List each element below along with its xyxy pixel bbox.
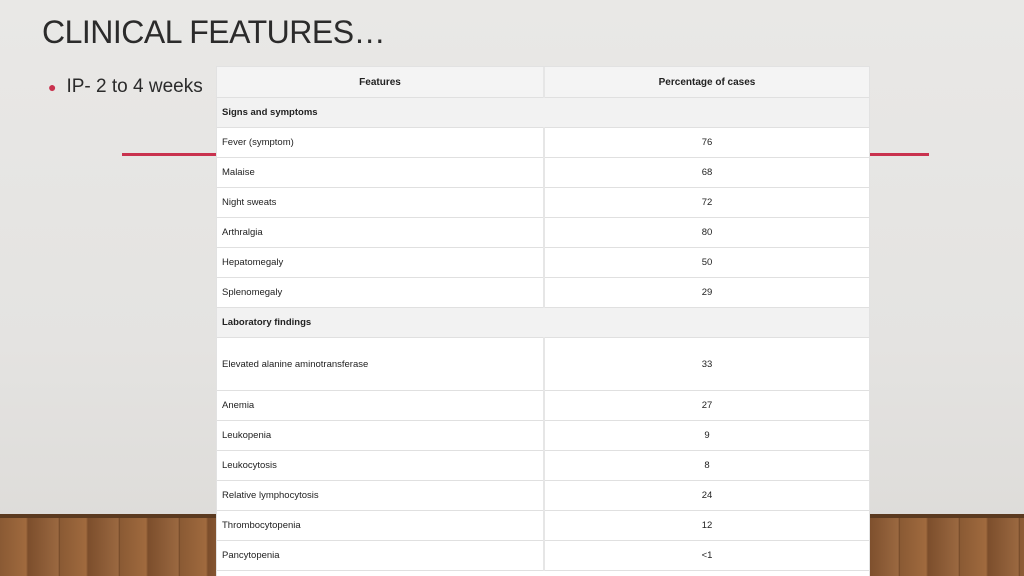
table-row	[217, 278, 869, 308]
percentage-cell: 29	[544, 278, 869, 308]
bullet-icon: ●	[48, 79, 57, 95]
percentage-cell: 80	[544, 218, 869, 248]
percentage-cell: 72	[544, 188, 869, 218]
bullet-text: IP- 2 to 4 weeks	[66, 76, 203, 97]
percentage-cell: 68	[544, 158, 869, 188]
feature-cell: Leukocytosis	[217, 451, 544, 481]
table-row	[217, 218, 869, 248]
percentage-cell: 33	[544, 338, 869, 391]
table-row	[217, 391, 869, 421]
feature-cell: Pancytopenia	[217, 541, 544, 571]
percentage-cell: 12	[544, 511, 869, 541]
feature-cell: Elevated alanine aminotransferase	[217, 338, 544, 391]
table-header-row	[217, 67, 869, 98]
table-row	[217, 158, 869, 188]
percentage-cell: 24	[544, 481, 869, 511]
percentage-cell: 8	[544, 451, 869, 481]
feature-cell: Arthralgia	[217, 218, 544, 248]
feature-cell: Thrombocytopenia	[217, 511, 544, 541]
feature-cell: Malaise	[217, 158, 544, 188]
feature-cell: Hepatomegaly	[217, 248, 544, 278]
table-row	[217, 248, 869, 278]
bullet-item	[48, 76, 203, 98]
accent-line-right	[866, 153, 929, 156]
table-row	[217, 481, 869, 511]
section-title: Signs and symptoms	[217, 98, 869, 128]
feature-cell: Leukopenia	[217, 421, 544, 451]
section-row	[217, 98, 869, 128]
accent-line-left	[122, 153, 222, 156]
percentage-cell: <1	[544, 541, 869, 571]
percentage-cell: 76	[544, 128, 869, 158]
feature-cell: Relative lymphocytosis	[217, 481, 544, 511]
feature-cell: Anemia	[217, 391, 544, 421]
percentage-cell: 27	[544, 391, 869, 421]
percentage-cell: 50	[544, 248, 869, 278]
table-row	[217, 511, 869, 541]
table-row	[217, 338, 869, 391]
column-header-features: Features	[217, 67, 544, 98]
section-row	[217, 308, 869, 338]
table-row	[217, 421, 869, 451]
feature-cell: Splenomegaly	[217, 278, 544, 308]
feature-cell: Fever (symptom)	[217, 128, 544, 158]
table-row	[217, 188, 869, 218]
column-header-percentage: Percentage of cases	[544, 67, 869, 98]
table-row	[217, 541, 869, 571]
feature-cell: Night sweats	[217, 188, 544, 218]
section-title: Laboratory findings	[217, 308, 869, 338]
table-row	[217, 128, 869, 158]
percentage-cell: 9	[544, 421, 869, 451]
slide-title: CLINICAL FEATURES…	[42, 14, 386, 50]
table-row	[217, 451, 869, 481]
clinical-features-table	[217, 67, 869, 576]
